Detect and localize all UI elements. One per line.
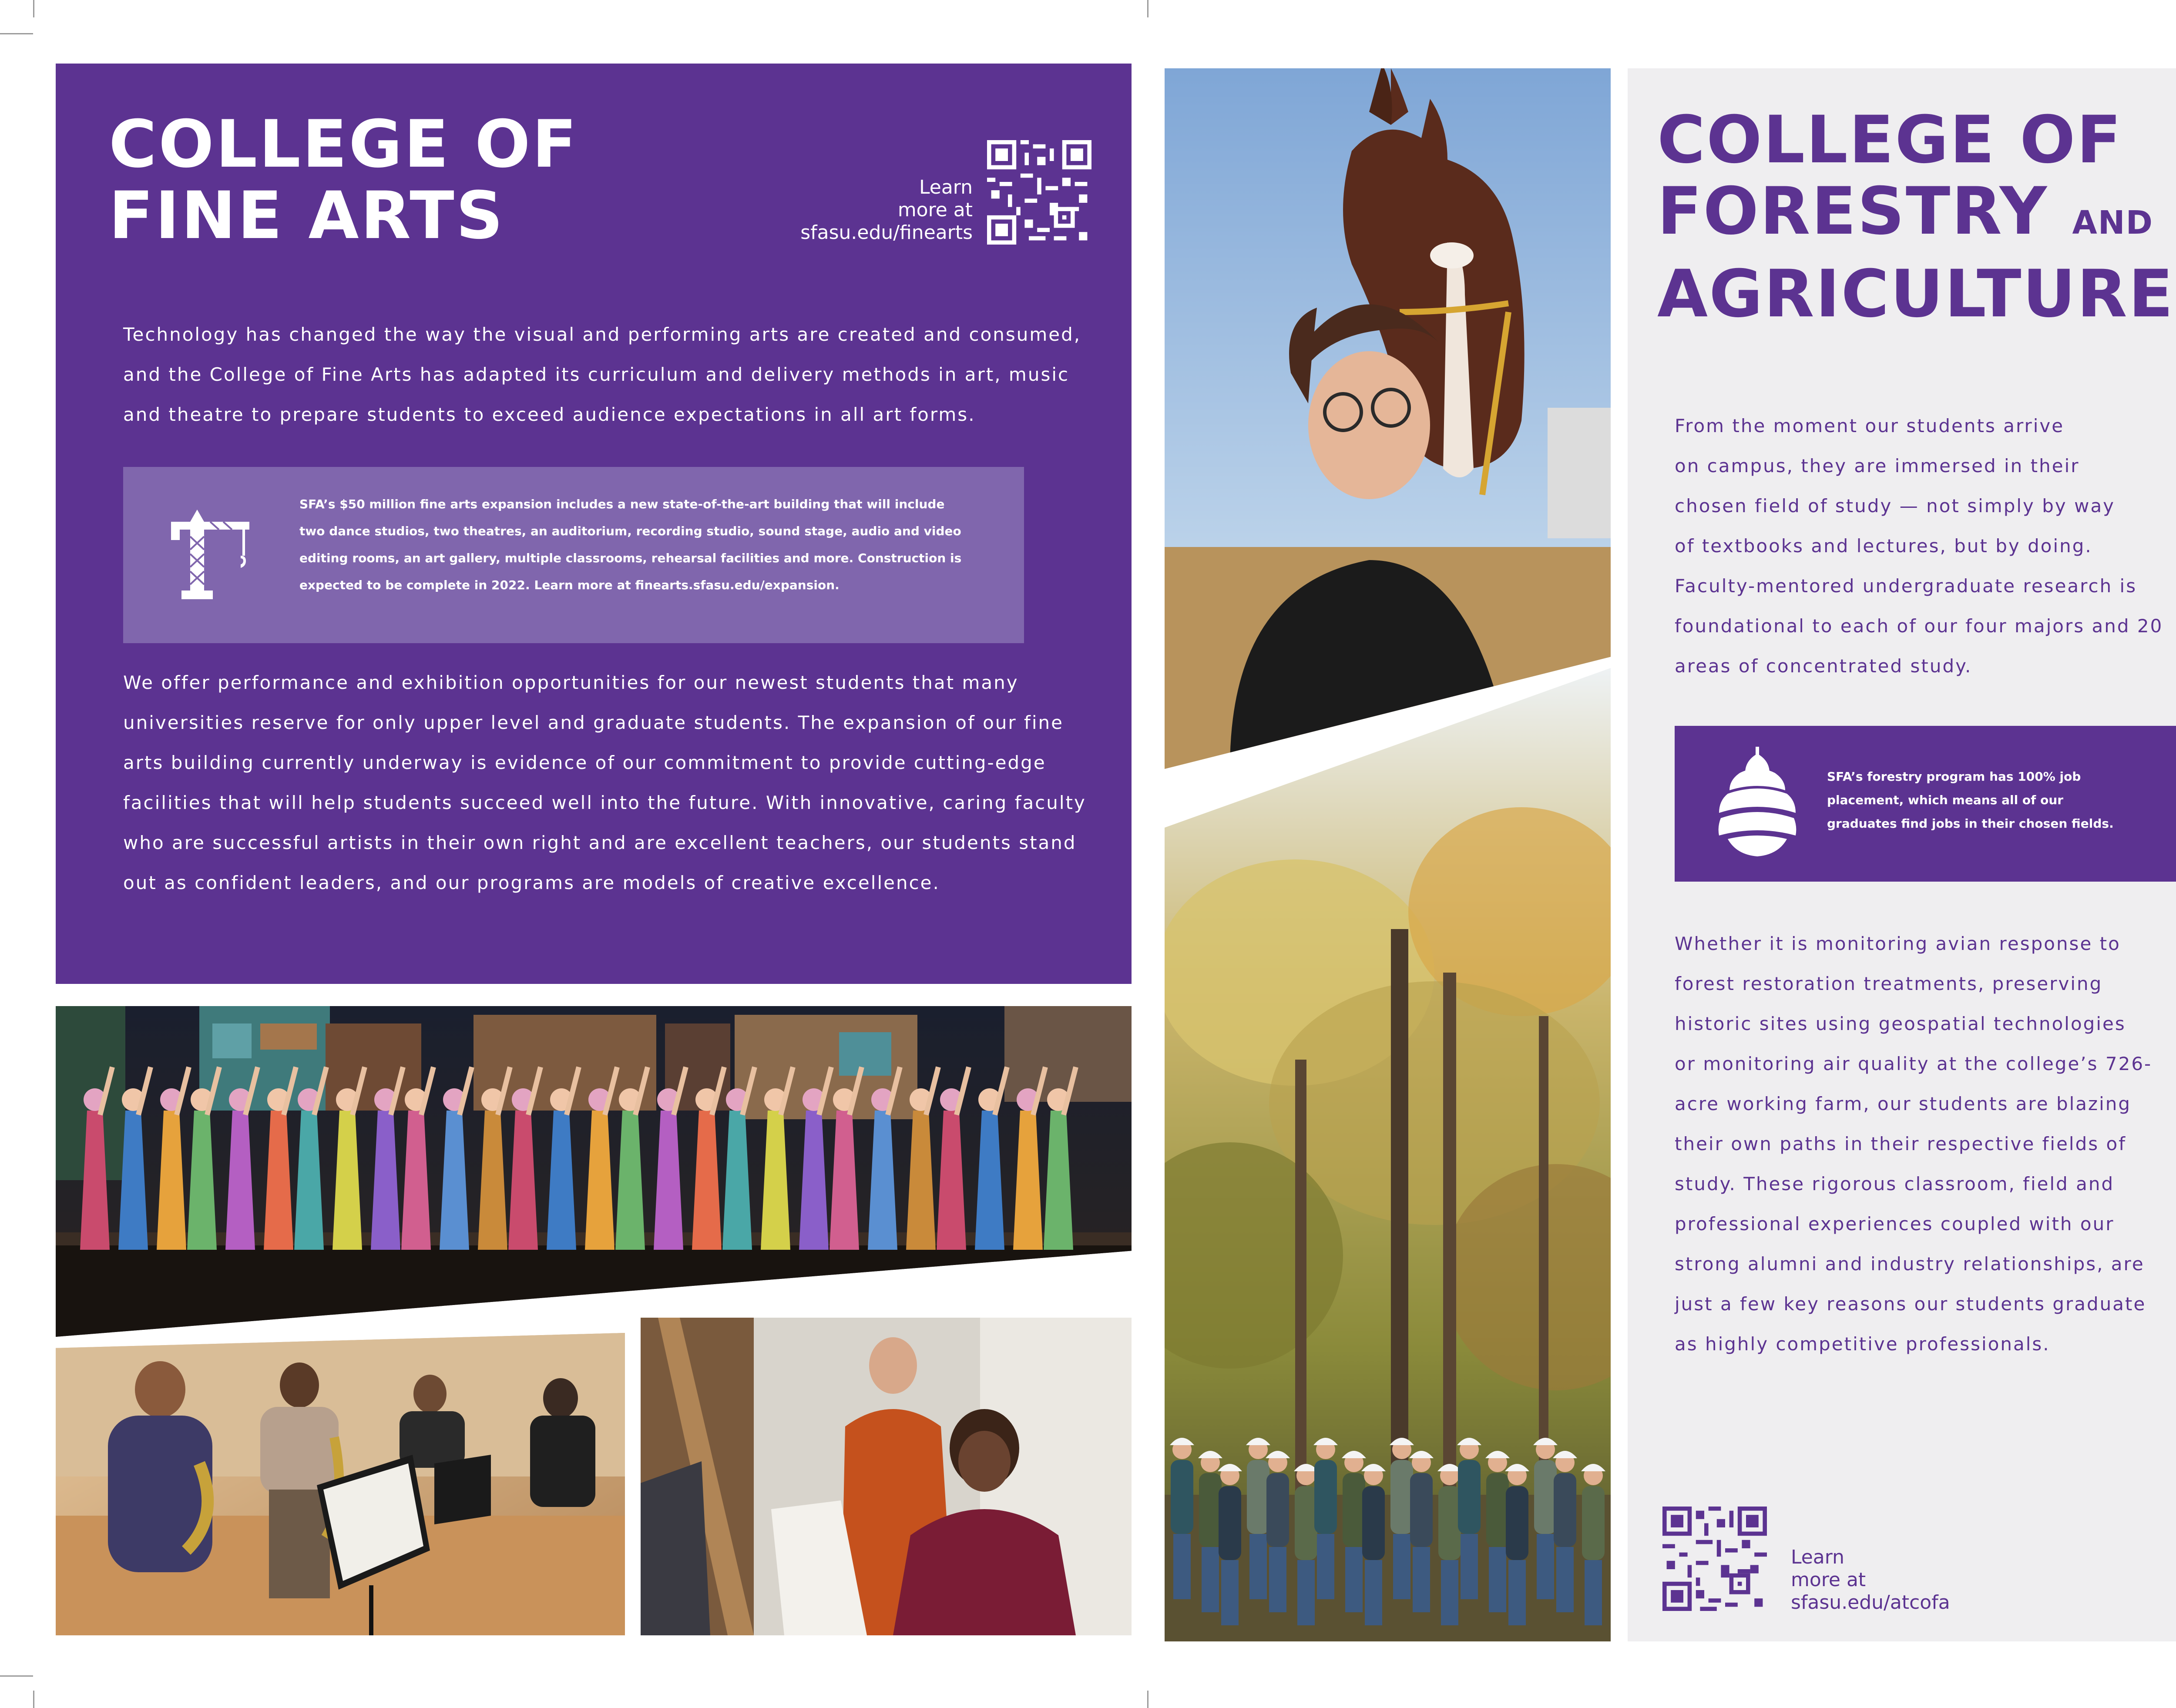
qr-code-icon[interactable] [1662, 1507, 1767, 1611]
forestry-body-line: forest restoration treatments, preserving [1675, 973, 2103, 994]
forestry-body-line: as highly competitive professionals. [1675, 1333, 2050, 1355]
forestry-body-line: study. These rigorous classroom, field and [1675, 1173, 2115, 1195]
learn-more-line1: Learn [1791, 1546, 1844, 1568]
crop-mark [0, 33, 33, 34]
callout-line: two dance studios, two theatres, an auditorium, recording studio, sound stage, audio and video [299, 524, 961, 538]
learn-more-line2: more at [1791, 1569, 1866, 1591]
forestry-field-class-photo [1165, 668, 1611, 1641]
forestry-title-line1: COLLEGE OF [1657, 102, 2123, 178]
fine-arts-body-line: out as confident leaders, and our programs are models of creative excellence. [123, 872, 940, 893]
callout-line: expected to be complete in 2022. Learn more at finearts.sfasu.edu/expansion. [299, 578, 840, 592]
learn-more-url[interactable]: sfasu.edu/atcofa [1791, 1591, 1950, 1614]
forestry-body-line: or monitoring air quality at the college’s 726- [1675, 1053, 2152, 1074]
fine-arts-body-line: We offer performance and exhibition opportunities for our newest students that many [123, 672, 1019, 693]
crop-mark [1147, 0, 1148, 17]
fine-arts-body-line: who are successful artists in their own right and are excellent teachers, our students stand [123, 832, 1077, 853]
learn-more-url[interactable]: sfasu.edu/finearts [800, 221, 973, 244]
fine-arts-body [123, 663, 1098, 903]
crop-mark [33, 1691, 34, 1708]
fine-arts-title-line1: COLLEGE OF [109, 107, 579, 182]
crop-mark [1147, 1691, 1148, 1708]
qr-code-icon[interactable] [987, 140, 1091, 245]
forestry-body-line: historic sites using geospatial technologies [1675, 1013, 2126, 1034]
saxophone-ensemble-photo [56, 1333, 625, 1635]
forestry-intro-line: of textbooks and lectures, but by doing. [1675, 535, 2092, 557]
forestry-callout-text [1827, 765, 2175, 836]
learn-more-line1: Learn [919, 176, 973, 198]
crop-mark [33, 0, 34, 17]
forestry-intro-line: Faculty-mentored undergraduate research is [1675, 575, 2137, 597]
art-class-photo [641, 1318, 1132, 1635]
forestry-body [1675, 924, 2176, 1364]
forestry-body-line: professional experiences coupled with our [1675, 1213, 2115, 1235]
forestry-title-line2: FORESTRY [1657, 174, 2048, 249]
fine-arts-learn-more [740, 176, 973, 244]
callout-line: SFA’s forestry program has 100% job [1827, 769, 2081, 784]
fine-arts-intro [123, 315, 1098, 435]
fine-arts-intro-line: and theatre to prepare students to exceed audience expectations in all art forms. [123, 404, 976, 425]
forestry-callout [1675, 726, 2176, 882]
callout-line: editing rooms, an art gallery, multiple classrooms, rehearsal facilities and more. Construction is [299, 551, 962, 565]
forestry-intro-line: on campus, they are immersed in their [1675, 455, 2080, 476]
fine-arts-body-line: universities reserve for only upper level and graduate students. The expansion of our fine [123, 712, 1064, 733]
forestry-intro-line: chosen field of study — not simply by way [1675, 495, 2116, 517]
fine-arts-intro-line: Technology has changed the way the visual and performing arts are created and consumed, [123, 324, 1081, 345]
forestry-learn-more [1791, 1546, 1950, 1614]
horse-student-photo [1165, 68, 1611, 769]
forestry-intro [1675, 406, 2176, 686]
fine-arts-title-line2: FINE ARTS [109, 178, 505, 254]
forestry-title-line3: AGRICULTURE [1657, 256, 2175, 332]
learn-more-line2: more at [897, 199, 973, 221]
fine-arts-body-line: arts building currently underway is evidence of our commitment to provide cutting-edge [123, 752, 1046, 773]
forestry-body-line: strong alumni and industry relationships, are [1675, 1253, 2145, 1275]
forestry-intro-line: areas of concentrated study. [1675, 655, 1972, 677]
forestry-body-line: their own paths in their respective fields of [1675, 1133, 2126, 1154]
forestry-intro-line: From the moment our students arrive [1675, 415, 2065, 436]
forestry-title-and: AND [2072, 204, 2154, 242]
forestry-body-line: just a few key reasons our students graduate [1675, 1293, 2146, 1315]
pinecone-icon [1714, 747, 1801, 860]
theatre-cast-photo [56, 1006, 1132, 1337]
forestry-title [1657, 104, 2174, 330]
fine-arts-body-line: facilities that will help students succeed well into the future. With innovative, caring faculty [123, 792, 1086, 813]
fine-arts-intro-line: and the College of Fine Arts has adapted its curriculum and delivery methods in art, music [123, 364, 1070, 385]
forestry-body-line: acre working farm, our students are blazing [1675, 1093, 2132, 1114]
callout-line: SFA’s $50 million fine arts expansion includes a new state-of-the-art building that will include [299, 497, 945, 511]
fine-arts-callout [123, 467, 1024, 643]
forestry-intro-line: foundational to each of our four majors and 20 [1675, 615, 2163, 637]
forestry-body-line: Whether it is monitoring avian response to [1675, 933, 2121, 954]
callout-line: graduates find jobs in their chosen fields. [1827, 816, 2114, 831]
fine-arts-title [109, 109, 578, 252]
fine-arts-callout-text [299, 491, 996, 599]
crop-mark [0, 1675, 33, 1677]
crane-icon [171, 506, 267, 606]
callout-line: placement, which means all of our [1827, 793, 2064, 807]
